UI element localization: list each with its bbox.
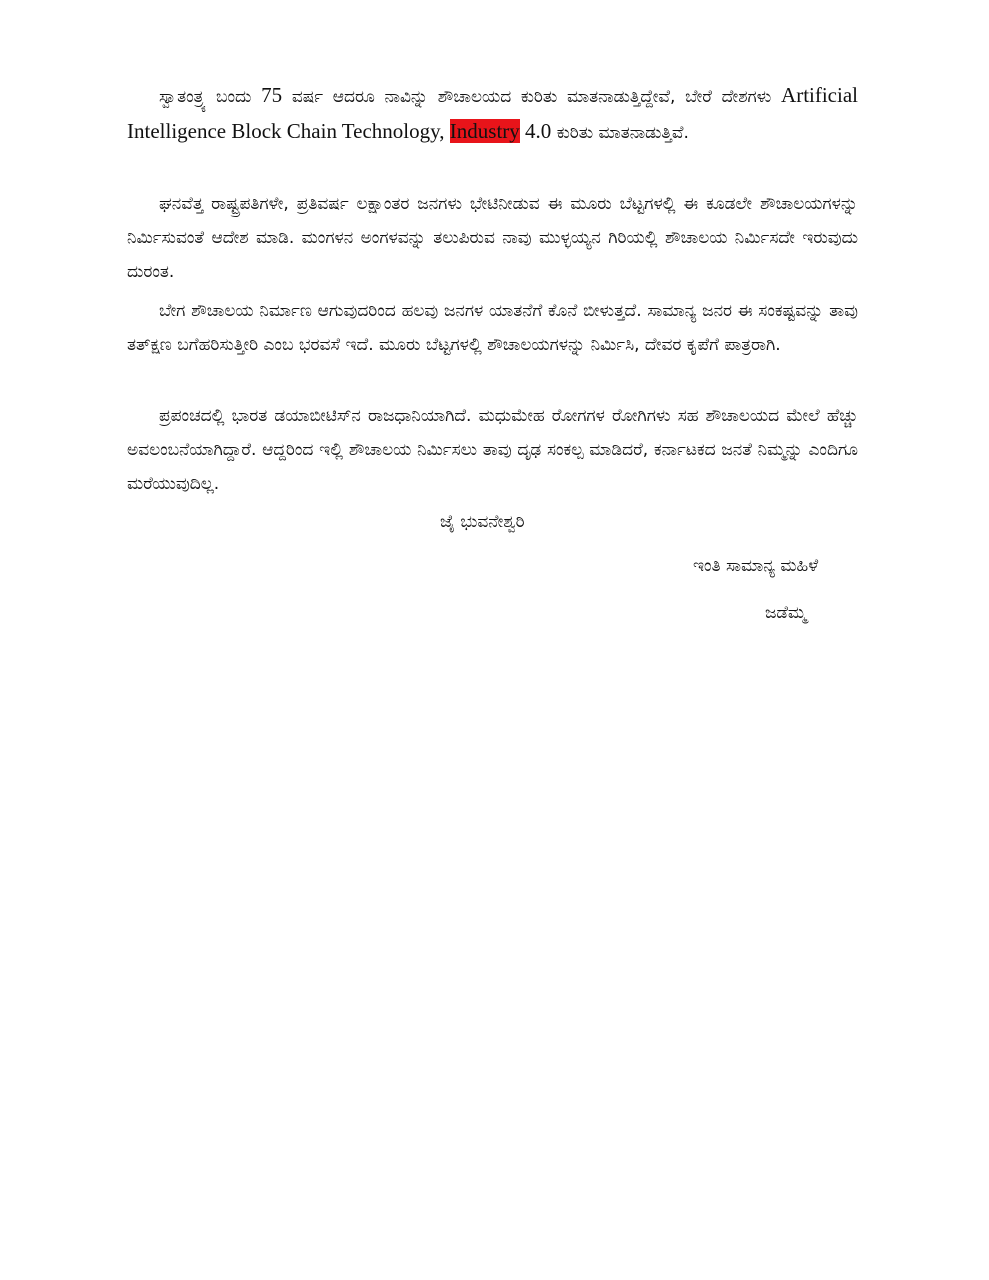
paragraph-1-technology-terms: Artificial Intelligence Block Chain Technology,	[127, 83, 858, 143]
paragraph-4: ಪ್ರಪಂಚದಲ್ಲಿ ಭಾರತ ಡಯಾಬೀಟಿಸ್‌ನ ರಾಜಧಾನಿಯಾಗಿದೆ. ಮಧುಮೇಹ ರೋಗಗಳ ರೋಗಿಗಳು ಸಹ ಶೌಚಾಲಯದ ಮೇಲೆ ಹೆಚ್ಚು ಅವಲಂಬನೆಯಾಗಿದ್ದಾರೆ. ಆದ್ದರಿಂದ ಇಲ್ಲಿ ಶೌಚಾಲಯ ನಿರ್ಮಿಸಲು ತಾವು ದೃಢ ಸಂಕಲ್ಪ ಮಾಡಿದರೆ, ಕರ್ನಾಟಕದ ಜನತೆ ನಿಮ್ಮನ್ನು ಎಂದಿಗೂ ಮರೆಯುವುದಿಲ್ಲ.	[127, 406, 858, 494]
paragraph-2: ಘನವೆತ್ತ ರಾಷ್ಟ್ರಪತಿಗಳೇ, ಪ್ರತಿವರ್ಷ ಲಕ್ಷಾಂತರ ಜನಗಳು ಭೇಟಿನೀಡುವ ಈ ಮೂರು ಬೆಟ್ಟಗಳಲ್ಲಿ ಈ ಕೂಡಲೇ ಶೌಚಾಲಯಗಳನ್ನು ನಿರ್ಮಿಸುವಂತೆ ಆದೇಶ ಮಾಡಿ. ಮಂಗಳನ ಅಂಗಳವನ್ನು ತಲುಪಿರುವ ನಾವು ಮುಳ್ಳಯ್ಯನ ಗಿರಿಯಲ್ಲಿ ಶೌಚಾಲಯ ನಿರ್ಮಿಸದೇ ಇರುವುದು ದುರಂತ.	[127, 194, 858, 282]
signature: ಜಡೆಮ್ಮ	[765, 603, 807, 623]
salutation: ಜೈ ಭುವನೇಶ್ವರಿ	[440, 512, 525, 532]
paragraph-1	[127, 78, 858, 150]
highlighted-word: Industry	[449, 119, 520, 143]
paragraph-3: ಬೇಗ ಶೌಚಾಲಯ ನಿರ್ಮಾಣ ಆಗುವುದರಿಂದ ಹಲವು ಜನಗಳ ಯಾತನೆಗೆ ಕೊನೆ ಬೀಳುತ್ತದೆ. ಸಾಮಾನ್ಯ ಜನರ ಈ ಸಂಕಷ್ಟವನ್ನು ತಾವು ತತ್‌ಕ್ಷಣ ಬಗೆಹರಿಸುತ್ತೀರಿ ಎಂಬ ಭರವಸೆ ಇದೆ. ಮೂರು ಬೆಟ್ಟಗಳಲ್ಲಿ ಶೌಚಾಲಯಗಳನ್ನು ನಿರ್ಮಿಸಿ, ದೇವರ ಕೃಪೆಗೆ ಪಾತ್ರರಾಗಿ.	[127, 301, 858, 355]
paragraph-1-version: 4.0	[519, 119, 552, 143]
signoff: ಇಂತಿ ಸಾಮಾನ್ಯ ಮಹಿಳೆ	[693, 556, 819, 576]
paragraph-1-year: 75	[261, 83, 283, 107]
paragraph-1-part1: ಸ್ವಾತಂತ್ರ್ಯ ಬಂದು	[159, 87, 262, 107]
paragraph-1-part3: ವರ್ಷ ಆದರೂ ನಾವಿನ್ನು ಶೌಚಾಲಯದ ಕುರಿತು ಮಾತನಾಡುತ್ತಿದ್ದೇವೆ, ಬೇರೆ ದೇಶಗಳು	[282, 87, 782, 107]
paragraph-1-part6: ಕುರಿತು ಮಾತನಾಡುತ್ತಿವೆ.	[551, 123, 689, 143]
